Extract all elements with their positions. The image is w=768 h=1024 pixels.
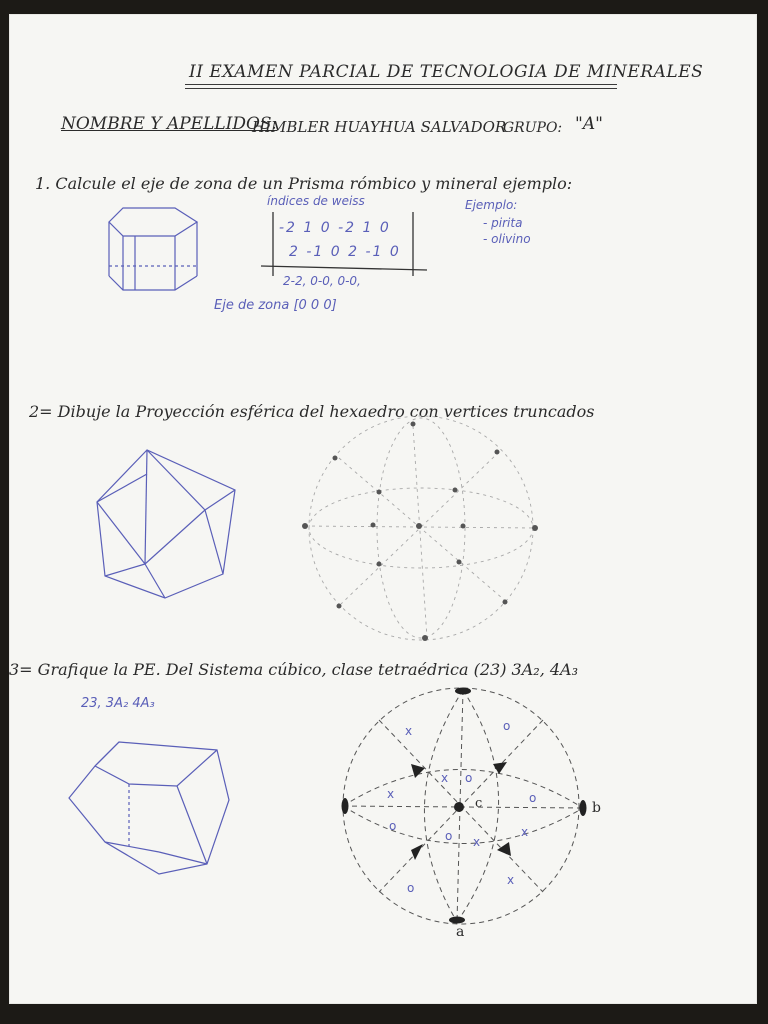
student-name: HIMBLER HUAYHUA SALVADOR (252, 118, 507, 136)
zone-axis-result: Eje de zona [0 0 0] (214, 298, 337, 313)
svg-text:x: x (405, 724, 413, 738)
svg-text:x: x (521, 825, 529, 839)
group-label: GRUPO: (503, 120, 563, 136)
svg-text:o: o (407, 881, 415, 895)
drawings-layer (9, 14, 757, 1004)
svg-text:o: o (445, 829, 453, 843)
projection-marks-q3 (342, 688, 587, 924)
rhombic-prism-drawing (109, 208, 197, 290)
weiss-result: 2-2, 0-0, 0-0, (283, 274, 361, 288)
svg-text:o: o (465, 771, 473, 785)
example-item-olivino: - olivino (483, 232, 531, 246)
svg-text:x: x (473, 835, 481, 849)
axis-label-c: c (475, 796, 483, 811)
group-value: "A" (575, 114, 603, 134)
svg-text:x: x (387, 787, 395, 801)
name-label: NOMBRE Y APELLIDOS: (61, 114, 278, 134)
weiss-row-2: 2 -1 0 2 -1 0 (289, 244, 401, 260)
question-2-text: 2= Dibuje la Proyección esférica del hexaedro con vertices truncados (29, 402, 595, 421)
svg-text:x: x (441, 771, 449, 785)
axis-label-b: b (592, 800, 601, 816)
svg-text:o: o (503, 719, 511, 733)
axis-label-a: a (456, 924, 465, 940)
weiss-row-1: -2 1 0 -2 1 0 (279, 220, 391, 236)
svg-text:o: o (529, 791, 537, 805)
weiss-table-lines (261, 212, 427, 276)
exam-sheet (9, 14, 757, 1004)
svg-text:o: o (389, 819, 397, 833)
example-item-pirita: - pirita (483, 216, 523, 230)
svg-text:x: x (507, 873, 515, 887)
question-3-text: 3= Grafique la PE. Del Sistema cúbico, clase tetraédrica (23) 3A₂, 4A₃ (9, 660, 579, 679)
question-3-subtext: 23, 3A₂ 4A₃ (81, 696, 155, 711)
truncated-hexahedron-drawing (97, 450, 235, 598)
question-1-text: 1. Calcule el eje de zona de un Prisma rómbico y mineral ejemplo: (35, 174, 573, 193)
tetrahedral-class-crystal-drawing (69, 742, 229, 874)
example-title: Ejemplo: (465, 198, 518, 212)
exam-title: II EXAMEN PARCIAL DE TECNOLOGIA DE MINERALES (189, 62, 704, 82)
weiss-indices-title: índices de weiss (267, 194, 365, 208)
